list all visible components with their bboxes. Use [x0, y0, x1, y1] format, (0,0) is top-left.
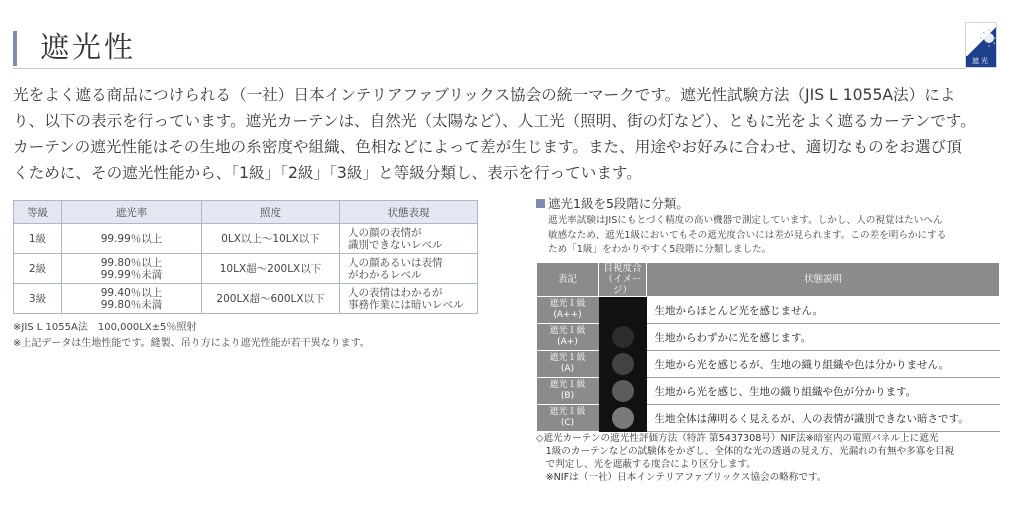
rate-cell — [62, 284, 202, 314]
lux-cell: 0LX以上～10LX以下 — [202, 224, 340, 254]
square-bullet-icon — [536, 199, 545, 208]
level-image — [599, 324, 647, 351]
grade-cell: 3級 — [14, 284, 62, 314]
table-row — [14, 284, 478, 314]
grade-notes — [13, 320, 370, 352]
level-table — [536, 262, 1000, 432]
header-image-line: 目視度合 — [603, 263, 642, 274]
light-swatch — [612, 407, 634, 429]
level-heading — [536, 194, 689, 212]
table-row — [537, 297, 1000, 324]
rate-line: 99.99％未満 — [100, 268, 163, 281]
intro-text — [13, 82, 1008, 186]
rate-line: 99.99％以上 — [100, 232, 163, 245]
shading-mark-icon — [965, 22, 997, 68]
level-name: 遮光１級 — [549, 380, 586, 390]
level-state: 生地からほとんど光を感じません。 — [647, 297, 1000, 324]
level-name: 遮光１級 — [549, 407, 586, 417]
level-state: 生地から光を感じ、生地の織り組織や色が分かります。 — [647, 378, 1000, 405]
light-swatch — [612, 380, 634, 402]
description-line: ため「1級」をわかりやすく5段階に分類しました。 — [548, 244, 772, 255]
level-heading-text: 遮光1級を5段階に分類。 — [548, 196, 689, 211]
state-line: がわかるレベル — [348, 268, 422, 281]
intro-line: 光をよく遮る商品につけられる（一社）日本インテリアファブリックス協会の統一マークです。遮光性試験方法（JIS L 1055A法）によ — [13, 86, 956, 104]
header-grade: 等級 — [14, 201, 62, 224]
level-name: 遮光１級 — [549, 299, 586, 309]
shading-mark-label: 遮光 — [966, 56, 996, 67]
level-state: 生地からわずかに光を感じます。 — [647, 324, 1000, 351]
level-code: (A++) — [553, 310, 582, 320]
footnote-line: ◇遮光カーテンの遮光性評価方法（特許 第5437308号）NIF法※暗室内の電照パネル上に遮光 — [536, 433, 939, 444]
intro-line: カーテンの遮光性能はその生地の糸密度や組織、色相などによって差が生じます。また、用途やお好みに合わせ、適切なものをお選び頂 — [13, 138, 962, 156]
intro-line: くために、その遮光性能から、「1級」「2級」「3級」と等級分類し、表示を行っています。 — [13, 164, 642, 182]
level-image — [599, 405, 647, 432]
rate-cell — [62, 224, 202, 254]
header-label: 表記 — [537, 263, 599, 297]
grade-cell: 2級 — [14, 254, 62, 284]
level-label — [537, 405, 599, 432]
level-image — [599, 297, 647, 324]
state-cell — [340, 284, 478, 314]
state-cell — [340, 224, 478, 254]
page-title: 遮光性 — [40, 30, 137, 64]
header-image — [599, 263, 647, 297]
level-code: (C) — [560, 418, 575, 428]
level-name: 遮光１級 — [549, 326, 586, 336]
light-swatch — [612, 326, 634, 348]
state-line: 事務作業には暗いレベル — [348, 298, 464, 311]
level-name: 遮光１級 — [549, 353, 586, 363]
level-code: (A) — [560, 364, 575, 374]
lux-cell: 200LX超～600LX以下 — [202, 284, 340, 314]
table-row — [537, 324, 1000, 351]
footnote-line: ※NIFは（一社）日本インテリアファブリックス協会の略称です。 — [536, 472, 827, 483]
state-line: 識別できないレベル — [348, 238, 443, 251]
table-row — [537, 405, 1000, 432]
light-swatch — [612, 299, 634, 321]
table-row — [537, 378, 1000, 405]
grade-table-header — [14, 201, 478, 224]
level-code: (A+) — [557, 337, 578, 347]
footnote-line: 1級のカーテンなどの試験体をかざし、全体的な光の透過の見え方、光漏れの有無や多寡を目視 — [536, 446, 955, 457]
table-row — [14, 224, 478, 254]
title-divider — [13, 68, 965, 69]
table-row — [537, 351, 1000, 378]
level-state: 生地全体は薄明るく見えるが、人の表情が識別できない暗さです。 — [647, 405, 1000, 432]
title-accent-bar — [13, 31, 17, 66]
rate-cell — [62, 254, 202, 284]
light-swatch — [612, 353, 634, 375]
header-state: 状態表現 — [340, 201, 478, 224]
level-label — [537, 351, 599, 378]
grade-table — [13, 200, 478, 314]
level-image — [599, 378, 647, 405]
note-line: ※JIS L 1055A法 100,000LX±5％照射 — [13, 322, 197, 333]
level-label — [537, 324, 599, 351]
level-state: 生地から光を感じるが、生地の織り組織や色は分かりません。 — [647, 351, 1000, 378]
rate-line: 99.40％以上 — [100, 286, 163, 299]
header-lux: 照度 — [202, 201, 340, 224]
evaluation-footnote — [536, 432, 1004, 484]
description-line: 遮光率試験はJISにもとづく精度の高い機器で測定しています。しかし、人の視覚はたいへん — [548, 215, 943, 226]
level-code: (B) — [560, 391, 575, 401]
rate-line: 99.80％以上 — [100, 256, 163, 269]
grade-cell: 1級 — [14, 224, 62, 254]
header-image-line: （イメージ） — [603, 274, 642, 296]
header-rate: 遮光率 — [62, 201, 202, 224]
intro-line: り、以下の表示を行っています。遮光カーテンは、自然光（太陽など）、人工光（照明、街の灯など）、ともに光をよく遮るカーテンです。 — [13, 112, 976, 130]
shading-mark-graphic — [966, 23, 996, 57]
rate-line: 99.80％未満 — [100, 298, 163, 311]
state-cell — [340, 254, 478, 284]
state-line: 人の顔の表情が — [348, 226, 422, 239]
level-image — [599, 351, 647, 378]
footnote-line: で判定し、光を遮蔽する度合により区分します。 — [536, 459, 756, 470]
state-line: 人の表情はわかるが — [348, 286, 443, 299]
level-table-header — [537, 263, 1000, 297]
description-line: 敏感なため、遮光1級においてもその遮光度合いには差が見られます。この差を明らかにする — [548, 229, 947, 241]
level-description — [548, 214, 1004, 258]
table-row — [14, 254, 478, 284]
note-line: ※上記データは生地性能です。縫製、吊り方により遮光性能が若干異なります。 — [13, 338, 370, 349]
header-state: 状態説明 — [647, 263, 1000, 297]
state-line: 人の顔あるいは表情 — [348, 256, 443, 269]
level-label — [537, 378, 599, 405]
level-label — [537, 297, 599, 324]
lux-cell: 10LX超～200LX以下 — [202, 254, 340, 284]
